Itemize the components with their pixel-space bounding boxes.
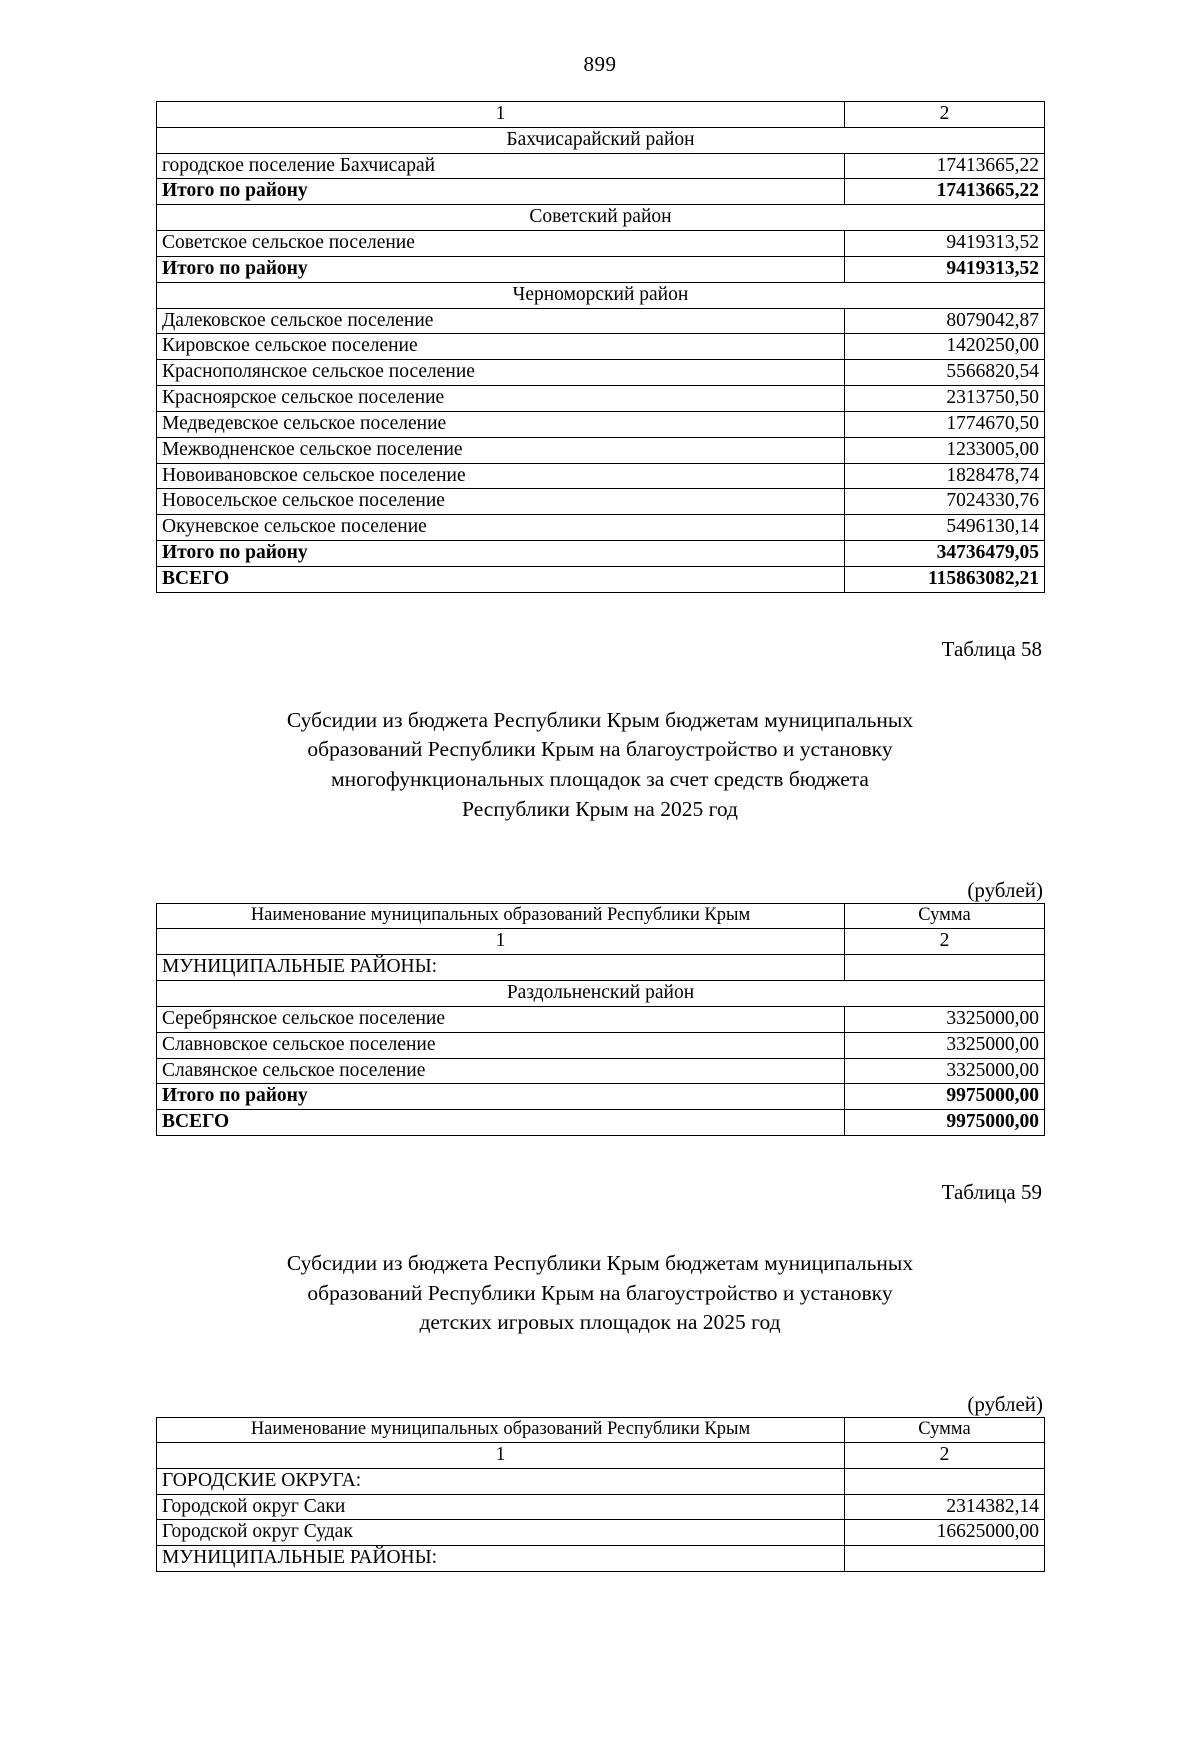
table-row: [157, 955, 1045, 981]
section-heading: МУНИЦИПАЛЬНЫЕ РАЙОНЫ:: [157, 1546, 845, 1572]
row-sum: 1774670,50: [845, 411, 1045, 437]
row-name: Краснополянское сельское поселение: [157, 360, 845, 386]
row-sum: 115863082,21: [845, 566, 1045, 592]
row-name: Серебрянское сельское поселение: [157, 1006, 845, 1032]
table-57-continued: [156, 101, 1045, 593]
table-row: [157, 1520, 1045, 1546]
title-line: Республики Крым на 2025 год: [462, 796, 738, 821]
table-row: [157, 541, 1045, 567]
column-number-1: 1: [157, 1442, 845, 1468]
column-header-name: Наименование муниципальных образований Республики Крым: [157, 1417, 845, 1442]
table-58-title: [200, 706, 1000, 825]
row-name: Итого по району: [157, 541, 845, 567]
row-sum: 34736479,05: [845, 541, 1045, 567]
table-row: [157, 981, 1045, 1007]
table-57-continued-wrapper: [156, 101, 1044, 593]
table-58-units: (рублей): [967, 878, 1043, 903]
table-59-label: Таблица 59: [941, 1179, 1042, 1204]
title-line: Субсидии из бюджета Республики Крым бюджетам муниципальных: [286, 1250, 914, 1275]
row-sum: 3325000,00: [845, 1058, 1045, 1084]
table-row: [157, 1084, 1045, 1110]
table-59-title: [200, 1249, 1000, 1338]
row-sum: 5566820,54: [845, 360, 1045, 386]
row-name: Межводненское сельское поселение: [157, 437, 845, 463]
row-sum: 9419313,52: [845, 231, 1045, 257]
table-row: [157, 1006, 1045, 1032]
document-page: [0, 52, 1200, 1749]
table-row: [157, 231, 1045, 257]
group-heading: Раздольненский район: [157, 981, 1045, 1007]
column-number-2: 2: [845, 102, 1045, 128]
table-row: [157, 463, 1045, 489]
table-row: [157, 1058, 1045, 1084]
row-sum: 1233005,00: [845, 437, 1045, 463]
table-row: [157, 437, 1045, 463]
row-sum: 8079042,87: [845, 308, 1045, 334]
column-number-2: 2: [845, 1442, 1045, 1468]
row-name: Итого по району: [157, 1084, 845, 1110]
title-line: образований Республики Крым на благоустройство и установку: [307, 737, 893, 762]
row-sum: 9975000,00: [845, 1110, 1045, 1136]
row-name: Красноярское сельское поселение: [157, 386, 845, 412]
row-name: Новосельское сельское поселение: [157, 489, 845, 515]
column-header-name: Наименование муниципальных образований Республики Крым: [157, 904, 845, 929]
column-header-sum: Сумма: [845, 904, 1045, 929]
table-row: [157, 282, 1045, 308]
table-row-column-numbers: [157, 102, 1045, 128]
page-number: 899: [583, 52, 617, 76]
table-row: [157, 1110, 1045, 1136]
row-name: ВСЕГО: [157, 1110, 845, 1136]
table-59: [156, 1417, 1045, 1572]
table-row: [157, 411, 1045, 437]
title-line: Субсидии из бюджета Республики Крым бюджетам муниципальных: [286, 707, 914, 732]
row-name: Итого по району: [157, 256, 845, 282]
column-number-2: 2: [845, 929, 1045, 955]
table-row: [157, 127, 1045, 153]
table-58: [156, 903, 1045, 1136]
row-name: Городской округ Саки: [157, 1494, 845, 1520]
row-sum: 2314382,14: [845, 1494, 1045, 1520]
row-name: Медведевское сельское поселение: [157, 411, 845, 437]
table-row: [157, 256, 1045, 282]
group-heading: Черноморский район: [157, 282, 1045, 308]
table-row: [157, 1494, 1045, 1520]
table-row: [157, 153, 1045, 179]
table-row: [157, 205, 1045, 231]
row-sum: [845, 1546, 1045, 1572]
table-row: [157, 515, 1045, 541]
table-59-body: [157, 1417, 1045, 1571]
table-row: [157, 1546, 1045, 1572]
row-name: Далековское сельское поселение: [157, 308, 845, 334]
column-header-sum: Сумма: [845, 1417, 1045, 1442]
table-58-label: Таблица 58: [941, 636, 1042, 661]
row-sum: [845, 955, 1045, 981]
table-58-body: [157, 904, 1045, 1136]
table-row: [157, 489, 1045, 515]
table-header-row: [157, 1417, 1045, 1442]
row-sum: 1828478,74: [845, 463, 1045, 489]
row-sum: 9419313,52: [845, 256, 1045, 282]
table-58-wrapper: [156, 903, 1044, 1136]
table-row: [157, 566, 1045, 592]
row-sum: 9975000,00: [845, 1084, 1045, 1110]
row-name: ВСЕГО: [157, 566, 845, 592]
row-name: Кировское сельское поселение: [157, 334, 845, 360]
title-line: многофункциональных площадок за счет средств бюджета: [331, 767, 869, 792]
row-name: Окуневское сельское поселение: [157, 515, 845, 541]
section-heading: ГОРОДСКИЕ ОКРУГА:: [157, 1468, 845, 1494]
row-sum: 7024330,76: [845, 489, 1045, 515]
table-row-column-numbers: [157, 1442, 1045, 1468]
table-row: [157, 360, 1045, 386]
table-row: [157, 179, 1045, 205]
row-sum: 17413665,22: [845, 153, 1045, 179]
row-name: Славновское сельское поселение: [157, 1032, 845, 1058]
row-name: Городской округ Судак: [157, 1520, 845, 1546]
table-row-column-numbers: [157, 929, 1045, 955]
table-59-wrapper: [156, 1417, 1044, 1572]
row-sum: 3325000,00: [845, 1006, 1045, 1032]
row-name: Итого по району: [157, 179, 845, 205]
table-59-units: (рублей): [967, 1391, 1043, 1416]
table-row: [157, 308, 1045, 334]
table-row: [157, 386, 1045, 412]
row-sum: 2313750,50: [845, 386, 1045, 412]
row-sum: [845, 1468, 1045, 1494]
table-row: [157, 1032, 1045, 1058]
row-name: Советское сельское поселение: [157, 231, 845, 257]
column-number-1: 1: [157, 929, 845, 955]
table-row: [157, 1468, 1045, 1494]
table-row: [157, 334, 1045, 360]
title-line: детских игровых площадок на 2025 год: [419, 1310, 781, 1335]
row-sum: 5496130,14: [845, 515, 1045, 541]
table-57-body: [157, 102, 1045, 593]
title-line: образований Республики Крым на благоустройство и установку: [307, 1280, 893, 1305]
group-heading: Бахчисарайский район: [157, 127, 1045, 153]
group-heading: Советский район: [157, 205, 1045, 231]
row-sum: 16625000,00: [845, 1520, 1045, 1546]
row-sum: 3325000,00: [845, 1032, 1045, 1058]
row-name: Славянское сельское поселение: [157, 1058, 845, 1084]
row-sum: 17413665,22: [845, 179, 1045, 205]
table-header-row: [157, 904, 1045, 929]
row-name: Новоивановское сельское поселение: [157, 463, 845, 489]
row-name: городское поселение Бахчисарай: [157, 153, 845, 179]
row-sum: 1420250,00: [845, 334, 1045, 360]
section-heading: МУНИЦИПАЛЬНЫЕ РАЙОНЫ:: [157, 955, 845, 981]
column-number-1: 1: [157, 102, 845, 128]
